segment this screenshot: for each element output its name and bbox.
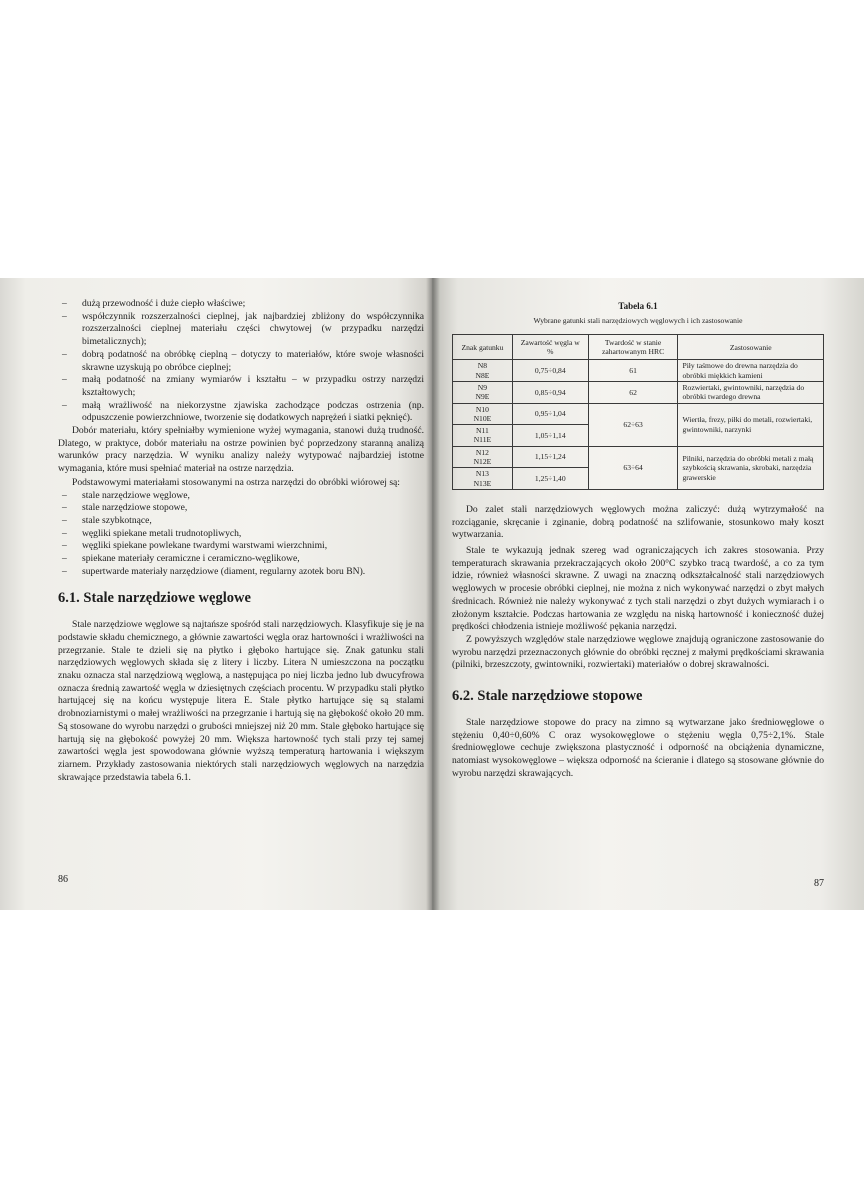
steel-grades-table	[452, 334, 824, 490]
section-heading: 6.1. Stale narzędziowe węglowe	[58, 590, 251, 607]
table-header-cell: Znak gatunku	[453, 335, 513, 360]
book-spread	[0, 278, 864, 910]
list-item: – dobrą podatność na obróbkę cieplną – dotyczy to materiałów, które swoje własności skrawne uzyskują po obróbce cieplnej;	[62, 348, 424, 373]
carbon-cell: 1,25÷1,40	[512, 468, 588, 490]
table-row	[453, 382, 824, 404]
table-header-row	[453, 335, 824, 360]
list-item: – stale narzędziowe stopowe,	[62, 502, 188, 514]
list-item: – współczynnik rozszerzalności cieplnej, jak najbardziej zbliżony do współczynnika rozszerzalności cieplnej materiału części chwytowej (w przypadku narzędzi bimetalicznych);	[62, 310, 424, 348]
page-number: 86	[58, 874, 68, 885]
list-item: – spiekane materiały ceramiczne i ceramiczno-węglikowe,	[62, 553, 300, 565]
left-page-content	[58, 298, 424, 784]
carbon-cell: 0,85÷0,94	[512, 382, 588, 404]
table-header-cell: Twardość w stanie zahartowanym HRC	[588, 335, 678, 360]
paragraph: Dobór materiału, który spełniałby wymienione wyżej wymagania, stanowi dużą trudność. Dlatego, w praktyce, dobór materiału na ostrze powinien być poprzedzony staranną analizą warunków pracy narzędzia. W wyniku analizy należy wytypować najbardziej istotne wymagania, które musi spełniać materiał na ostrze narzędzia.	[58, 425, 424, 475]
use-cell: Wiertła, frezy, piłki do metali, rozwiertaki, gwintowniki, narzynki	[678, 403, 824, 446]
paragraph: Do zalet stali narzędziowych węglowych można zaliczyć: dużą wytrzymałość na rozciąganie, skręcanie i zginanie, dobrą podatność na szlifowanie, stosunkowo mały koszt wytwarzania.	[452, 503, 824, 541]
list-item: – supertwarde materiały narzędziowe (diament, regularny azotek boru BN).	[62, 565, 366, 577]
right-page-content	[452, 300, 824, 780]
use-cell: Rozwiertaki, gwintowniki, narzędzia do obróbki twardego drewna	[678, 382, 824, 404]
use-cell: Piły taśmowe do drewna narzędzia do obróbki miękkich kamieni	[678, 360, 824, 382]
table-header-cell: Zawartość węgla w %	[512, 335, 588, 360]
table-row	[453, 403, 824, 425]
paragraph: Stale narzędziowe stopowe do pracy na zimno są wytwarzane jako średniowęglowe o stężeniu 0,40÷0,60% C oraz wysokowęglowe o stężeniu węgla 0,75÷2,1%. Stale średniowęglowe cechuje zwiększona plastyczność i odporność na obciążenia dynamiczne, natomiast wysokowęglowe – większa odporność na ścieranie i dlatego są stosowane głównie do wyrobu narzędzi skrawających.	[452, 716, 824, 779]
page-number: 87	[814, 878, 824, 889]
hardness-cell: 63÷64	[588, 446, 678, 489]
paragraph: Stale te wykazują jednak szereg wad ograniczających ich zakres stosowania. Przy temperaturach skrawania przekraczających około 200°C szybko tracą twardość, a co za tym idzie, również własności skrawne. Z uwagi na znaczną odkształcalność stali narzędziowych węglowych w procesie obróbki cieplnej, nie można z nich wykonywać narzędzi o zbyt małych średnicach. Również nie należy wykonywać z tych stali narzędzi o zbyt dużych wymiarach i o złożonym kształcie. Podczas hartowania ze względu na niską hartowność i konieczność dużej prędkości chłodzenia istnieje możliwość pękania narzędzi.	[452, 545, 824, 633]
list-item: – małą wrażliwość na niekorzystne zjawiska zachodzące podczas ostrzenia (np. odpuszczenie powierzchniowe, tworzenie się dodatkowych naprężeń i siatki pęknięć).	[62, 399, 424, 424]
table-row	[453, 360, 824, 382]
list-item: – stale narzędziowe węglowe,	[62, 489, 190, 501]
left-page	[0, 278, 432, 910]
section-heading: 6.2. Stale narzędziowe stopowe	[452, 688, 643, 705]
grade-cell: N8 N8E	[453, 360, 513, 382]
grade-cell: N11 N11E	[453, 425, 513, 447]
paragraph: Podstawowymi materiałami stosowanymi na ostrza narzędzi do obróbki wiórowej są:	[72, 476, 400, 488]
table-caption: Tabela 6.1	[618, 301, 658, 311]
carbon-cell: 0,75÷0,84	[512, 360, 588, 382]
paragraph: Stale narzędziowe węglowe są najtańsze spośród stali narzędziowych. Klasyfikuje się je na podstawie składu chemicznego, a głównie zawartości węgla oraz hartowności i wrażliwości na przegrzanie. Stale te dzieli się na płytko i głęboko hartujące się. Znak gatunku stali narzędziowych węglowych składa się z litery i liczby. Litera N umieszczona na początku znaku oznacza stal narzędziową węglową, a następująca po niej liczba jedno lub dwucyfrowa oznacza średnią zawartość węgla w dziesiętnych częściach procentu. W przypadku stali płytko hartującej się na końcu występuje litera E. Stale płytko hartujące się są stalami drobnoziarnistymi o małej wrażliwości na przegrzanie i hartują się na głębokość około 20 mm. Są stosowane do wyrobu narzędzi o grubości mniejszej niż 20 mm. Stale głęboko hartujące się hartują się na głębokość powyżej 20 mm. Większa hartowność tych stali przy tej samej zawartości węgla jest spowodowana głównie wyższą temperaturą hartowania i większym ziarnem. Przykłady zastosowania niektórych stali narzędziowych węglowych na narzędzia skrawające przedstawia tabela 6.1.	[58, 619, 424, 783]
carbon-cell: 1,15÷1,24	[512, 446, 588, 468]
table-header-cell: Zastosowanie	[678, 335, 824, 360]
hardness-cell: 62	[588, 382, 678, 404]
grade-cell: N13 N13E	[453, 468, 513, 490]
carbon-cell: 1,05÷1,14	[512, 425, 588, 447]
right-page	[432, 278, 864, 910]
hardness-cell: 62÷63	[588, 403, 678, 446]
list-item: – węgliki spiekane metali trudnotopliwych,	[62, 527, 242, 539]
book-gutter	[426, 278, 440, 910]
grade-cell: N10 N10E	[453, 403, 513, 425]
paragraph: Z powyższych względów stale narzędziowe węglowe znajdują ograniczone zastosowanie do wyrobu narzędzi przeznaczonych głównie do obróbki ręcznej z małymi prędkościami skrawania (pilniki, brzeszczoty, gwintowniki, rozwiertaki) materiałów o dobrej skrawalności.	[452, 634, 824, 671]
use-cell: Pilniki, narzędzia do obróbki metali z małą szybkością skrawania, skrobaki, narzędzia grawerskie	[678, 446, 824, 489]
requirements-list	[58, 298, 424, 425]
grade-cell: N9 N9E	[453, 382, 513, 404]
hardness-cell: 61	[588, 360, 678, 382]
list-item: – dużą przewodność i duże ciepło właściwe;	[62, 298, 246, 309]
list-item: – stale szybkotnące,	[62, 514, 152, 526]
list-item: – małą podatność na zmiany wymiarów i kształtu – w przypadku ostrzy narzędzi kształtowych;	[62, 374, 424, 398]
table-row	[453, 446, 824, 468]
materials-list	[58, 490, 424, 579]
carbon-cell: 0,95÷1,04	[512, 403, 588, 425]
list-item: – węgliki spiekane powlekane twardymi warstwami wierzchnimi,	[62, 540, 328, 552]
table-subtitle: Wybrane gatunki stali narzędziowych węglowych i ich zastosowanie	[533, 315, 743, 325]
grade-cell: N12 N12E	[453, 446, 513, 468]
